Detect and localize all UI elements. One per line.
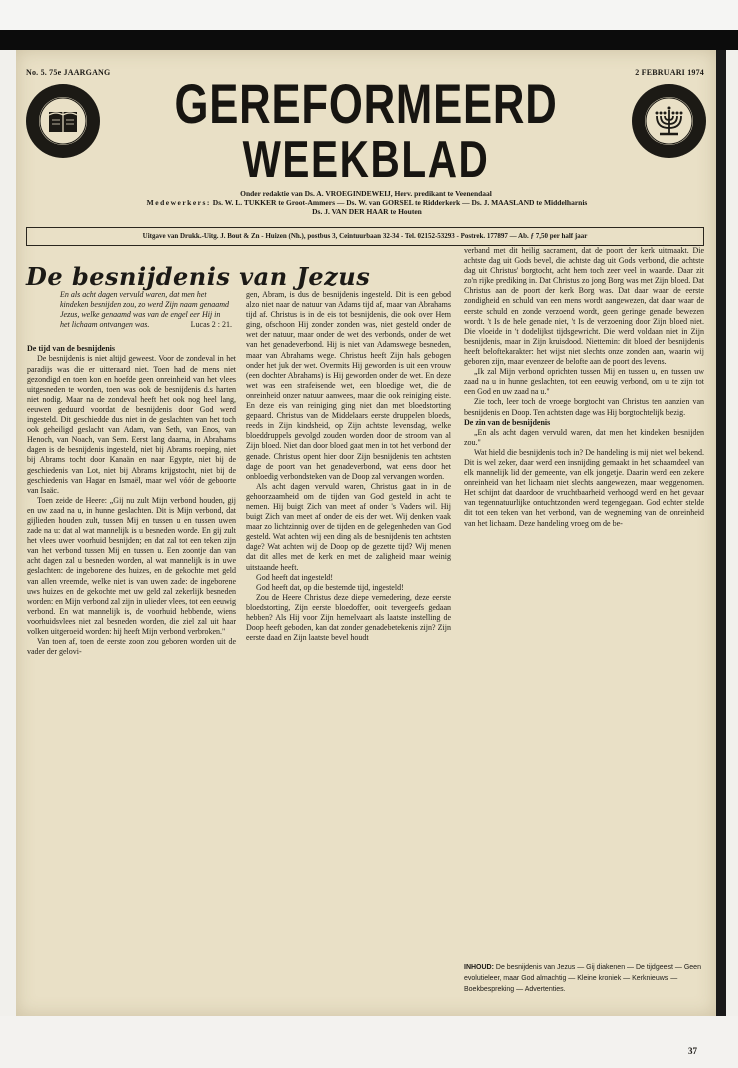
bottom-margin xyxy=(0,1016,738,1068)
top-margin xyxy=(0,0,738,30)
paragraph: God heeft dat, op die bestemde tijd, ingesteld! xyxy=(256,582,404,592)
issue-number: No. 5. 75e JAARGANG xyxy=(26,68,111,77)
collaborators-line2: Ds. J. VAN DER HAAR te Houten xyxy=(312,207,422,216)
table-of-contents xyxy=(464,962,704,995)
editor-line: Onder redaktie van Ds. A. VROEGINDEWEIJ, Herv. predikant te Veenendaal xyxy=(240,189,492,198)
article-motto xyxy=(27,290,236,330)
paragraph: De besnijdenis is niet altijd geweest. Voor de zondeval in het paradijs was die er uitteraard niet. Toen had de mens niet gezondigd en toen kon en hoefde geen onreinheid van het vlees uitgesneden te worden, toen was ook de besnijdenis d.s harten niet nodig. Maar na de zondeval heeft het ook nog heel lang, eeuwen geduurd voordat de besnijdenis door God werd ingesteld. Dit geschiedde dus niet in de geslachten van het toch ook geheiligd geslacht van Adam, van Seth, van Enos, van Henoch, van Noach, van Sem. Eerst lang daarna, in Abrahams dagen is de besnijdenis ingesteld, niet bij Abrams roeping, niet bij Abrams tocht door Kanaän en naar Egypte, niet bij de geschiedenis van Lot, niet bij Abrams krijgstocht, niet bij de geschiedenis van Hagar en Ismaël, maar wel vóór de geboorte van Isaäc. xyxy=(27,354,236,495)
subhead-zin: De zin van de besnijdenis xyxy=(464,417,551,427)
paragraph: Als acht dagen vervuld waren, Christus gaat in in de gehoorzaamheid om de tijden van God gesteld in acht te nemen. Hij buigt Zich van meet af onder 's Vaders wil. Hij buigt Zich van meet af onder de eis der wet. Wij denken vaak maar zo lichtzinnig over de tijden en de gelegenheden van God gesteld. Wat achten wij een ding als de besnijdenis ten achtsten dage? Wat achten wij de Doop op de gezette tijd? Wij menen dat dit alles met de kerk en met de zaligheid maar weinig uitstaande heeft. xyxy=(246,481,451,572)
motto-reference: Lucas 2 : 21. xyxy=(190,320,232,330)
collaborators-line1: Ds. W. L. TUKKER te Groot-Ammers — Ds. W. van GORSEL te Ridderkerk — Ds. J. MAASLAND te Middelharnis xyxy=(212,198,588,207)
scan-top-edge xyxy=(0,30,738,50)
paragraph: „En als acht dagen vervuld waren, dat men het kindeken besnijden zou." xyxy=(464,427,704,447)
publisher-box: Uitgave van Drukk.-Uitg. J. Bout & Zn - Huizen (Nh.), postbus 3, Ceintuurbaan 32-34 - Tel. 02152-53293 - Postrek. 177897 — Ab. ƒ 7,50 per half jaar xyxy=(26,227,704,246)
left-emblem-logo xyxy=(24,82,102,160)
article-column-2 xyxy=(246,290,451,643)
paragraph: verband met dit heilig sacrament, dat de poort der kerk uitmaakt. Die achtste dag uit Gods bevel, die achtste dag uit Gods verbond, die achtste dag uit Christus' borgtocht, acht hem toch zeer veel in waarde. Daar zit zo'n rijke prediking in. Dat Christus zo jong Borg was met Zijn bloed. Dat Christus aan de poort der kerk Borg was. Dat daar waar de eerste zondigheid en schuld van een mens wordt aangewezen, dat daar waar de eerste schuld en zonde verzoend wordt, geen geringe genade bewezen wordt. 't Is de hele genade niet, 't Is de verzoening door Zijn bloed niet. Die vloeide in 't dodelijkst tijdsgewricht. Die werd voldaan niet in Zijn besnijdenis, maar in Zijn kruisdood. Niettemin: dit bloed der besnijdenis heeft beloftekarakter: het wijst niet slechts onze zonden aan, waarin wij geboren zijn, maar evenzeer de belofte aan de poort des levens. xyxy=(464,246,704,367)
subhead-tijd: De tijd van de besnijdenis xyxy=(27,344,116,354)
collaborators xyxy=(22,198,712,216)
page-number: 37 xyxy=(688,1046,697,1056)
paragraph: gen, Abram, is dus de besnijdenis ingesteld. Dit is een gebod alzo niet naar de natuur van Adams tijd af, maar van Abrahams tijd af. Christus is in de eis tot besnijdenis, die ook over Hem ging, ofschoon Hij zonder zonden was, niet gesteld onder de wet der natuur, maar onder de wet des verbonds, onder de wet van het genadeverbond. Hij is niet van Adamswege besneden, maar van Abrahams wege. Christus heeft Zijn hals gebogen onder het juk der wet. Overmits Hij geworden is uit een vrouw (een dochter Abrahams) is Hij geworden onder de wet. En deze wet was een strafeisende wet, een bloedige wet, die de onreinheid onzer natuur aanwees, maar die ook reiniging eiste. En deze eis van reiniging ging niet dan met bloedstorting gepaard. Christus van de Middelaars eerste druppelen bloeds, reeds in Zijn kindsheid, op Zijn achtste levensdag, welke bloeddruppels gevolgd zouden worden door de stroom van al Zijn bloed. Niet dan door bloed gaat men in tot het verbond der genade. Christus opent hier door Zijn besnijdenis ten achtsten dage de poort van het genadeverbond, wat eens door het onbloedig verbondsteken van de Doop zal vervangen worden. xyxy=(246,290,451,481)
scan-right-edge xyxy=(716,50,726,1016)
contents-label: INHOUD: xyxy=(464,964,494,971)
paragraph: Zou de Heere Christus deze diepe vernedering, deze eerste bloedstorting, Zijn eerste bloedoffer, ooit tevergeefs gedaan hebben? Als Hij voor Zijn hemelvaart als laatste instelling de Doop heeft geboden, kan dat zonder genadebetekenis zijn? Zijn eerste daad en Zijn laatste bevel houdt xyxy=(246,592,451,643)
paragraph: Van toen af, toen de eerste zoon zou geboren worden uit de vader der gelovi- xyxy=(27,637,236,657)
contents-text: De besnijdenis van Jezus — Gij diakenen — De tijdgeest — Geen evolutieleer, maar God almachtig — Kleine kroniek — Kerknieuws — Boekbespreking — Advertenties. xyxy=(464,964,701,993)
paragraph: „Ik zal Mijn verbond oprichten tussen Mij en tussen u, en tussen uw zaad na u in hunne geslachten, tot een eeuwig verbond, om u te zijn tot een God en uw zaad na u." xyxy=(464,367,704,397)
paragraph: God heeft dat ingesteld! xyxy=(256,572,334,582)
paragraph: Toen zeide de Heere: „Gij nu zult Mijn verbond houden, gij en uw zaad na u, in hunne geslachten. Dit is Mijn verbond, dat gijlieden houden zult, tussen Mij en tussen u en tussen uwen zade na u: dat al wat mannelijk is u besneden worde. En gij zult het vlees uwer voorhuid besnijden; en dat zal tot een teken zijn van het verbond tussen Mij en tussen u. Een zoontje dan van acht dagen zal u besneden worden, al wat mannelijk is in uwe geslachten: de ingeborene des huizes, en de gekochte met geld van allen vreemde, welke niet is van uwen zade: de ingeborene uws huizes en de gekochte met uw geld zal zekerlijk besneden worden: en Mijn verbond zal zijn in ulieder vlees, tot een eeuwig verbond. En wat mannelijk is, de voorhuid hebbende, wiens voorhuidsvlees niet zal besneden worden, die ziel zal uit haar volken uitgeroeid worden: hij heeft Mijn verbond verbroken." xyxy=(27,495,236,636)
masthead-title-line2: WEEKBLAD xyxy=(242,131,490,189)
masthead-title-line1: GEREFORMEERD xyxy=(174,72,558,135)
paragraph: Zie toch, leer toch de vroege borgtocht van Christus ten aanzien van besnijdenis en Doop. Ten achtsten dage was Hij borgtochtelijk bezig. xyxy=(464,397,704,417)
right-emblem-logo xyxy=(630,82,708,160)
paragraph: Wat hield die besnijdenis toch in? De handeling is mij niet wel bekend. Dit is wel zeker, daar werd een insnijding gemaakt in het schaamdeel van elk mannelijk lid der gemeente, van elk jongetje. Daarin werd een zekere onreinheid van het lichaam niet slechts aangewezen, maar weggenomen. Het schijnt dat daardoor de vruchtbaarheid verhoogd werd en het gevaar van tegennatuurlijke ontuchtzonden werd tegengegaan. God echter stelde dit tot een teken van het verbond, van de wegneming van de onreinheid van het lichaam. Deze handeling vroeg om de be- xyxy=(464,447,704,528)
newspaper-page xyxy=(16,50,716,1056)
article-title: De besnijdenis van Jezus xyxy=(26,262,371,291)
article-column-1 xyxy=(27,260,236,657)
article-column-3 xyxy=(464,246,704,529)
motto-text: En als acht dagen vervuld waren, dat men het kindeken besnijden zou, zo werd Zijn naam genaamd Jezus, welke genaamd was van de engel eer Hij in het lichaam ontvangen was. xyxy=(60,290,230,330)
collaborators-label: Medewerkers: xyxy=(146,198,211,207)
issue-date: 2 FEBRUARI 1974 xyxy=(635,68,704,77)
